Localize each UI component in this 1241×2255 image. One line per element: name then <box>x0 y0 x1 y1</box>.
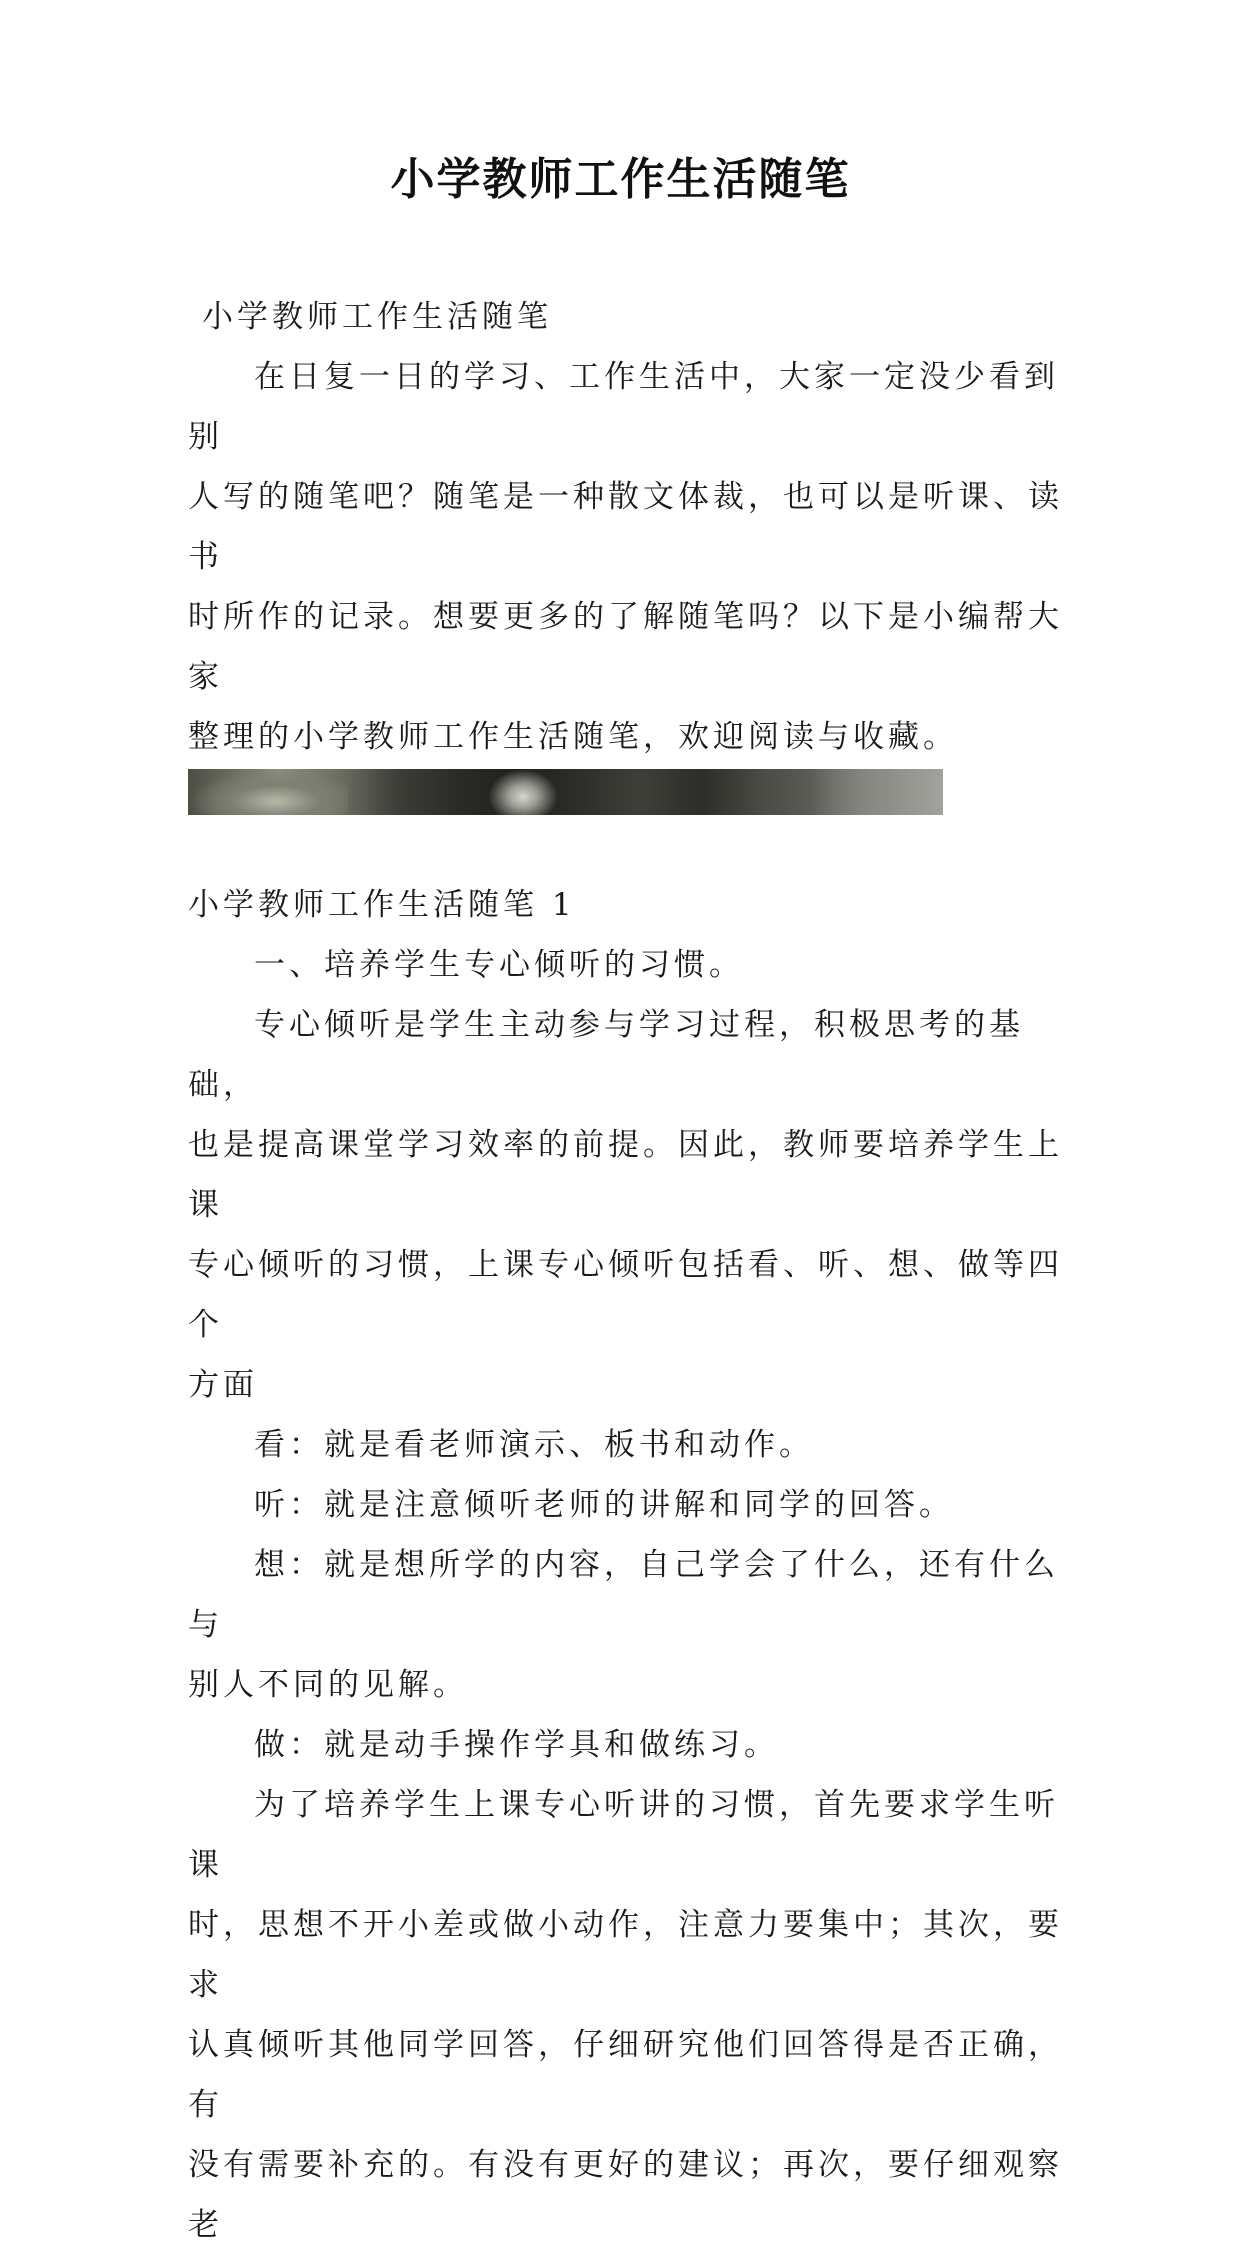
document-subtitle: 小学教师工作生活随笔 <box>202 299 552 335</box>
paragraph-line: 时，思想不开小差或做小动作，注意力要集中；其次，要求 <box>188 1907 1063 2003</box>
document-body <box>188 287 1068 2255</box>
intro-line: 整理的小学教师工作生活随笔，欢迎阅读与收藏。 <box>188 719 958 755</box>
point-heading: 一、培养学生专心倾听的习惯。 <box>254 947 744 983</box>
paragraph-line: 没有需要补充的。有没有更好的建议；再次，要仔细观察老 <box>188 2147 1063 2243</box>
intro-line: 在日复一日的学习、工作生活中，大家一定没少看到别 <box>188 359 1059 455</box>
paragraph-line: 也是提高课堂学习效率的前提。因此，教师要培养学生上课 <box>188 1127 1063 1223</box>
think-item: 想：就是想所学的内容，自己学会了什么，还有什么与 <box>188 1547 1059 1643</box>
intro-line: 人写的随笔吧？随笔是一种散文体裁，也可以是听课、读书 <box>188 479 1063 575</box>
think-item: 别人不同的见解。 <box>188 1667 468 1703</box>
paragraph-line: 为了培养学生上课专心听讲的习惯，首先要求学生听课 <box>188 1787 1059 1883</box>
section-heading: 小学教师工作生活随笔 1 <box>188 887 576 923</box>
paragraph-line: 认真倾听其他同学回答，仔细研究他们回答得是否正确，有 <box>188 2027 1063 2123</box>
document-title: 小学教师工作生活随笔 <box>390 154 851 205</box>
hear-item: 听：就是注意倾听老师的讲解和同学的回答。 <box>254 1487 954 1523</box>
intro-line: 时所作的记录。想要更多的了解随笔吗？以下是小编帮大家 <box>188 599 1063 695</box>
paragraph-line: 专心倾听是学生主动参与学习过程，积极思考的基础， <box>188 1007 1024 1103</box>
look-item: 看：就是看老师演示、板书和动作。 <box>254 1427 814 1463</box>
paragraph-line: 专心倾听的习惯，上课专心倾听包括看、听、想、做等四个 <box>188 1247 1063 1343</box>
cropped-photo-image <box>188 769 943 815</box>
paragraph-line: 方面 <box>188 1367 258 1403</box>
do-item: 做：就是动手操作学具和做练习。 <box>254 1727 779 1763</box>
